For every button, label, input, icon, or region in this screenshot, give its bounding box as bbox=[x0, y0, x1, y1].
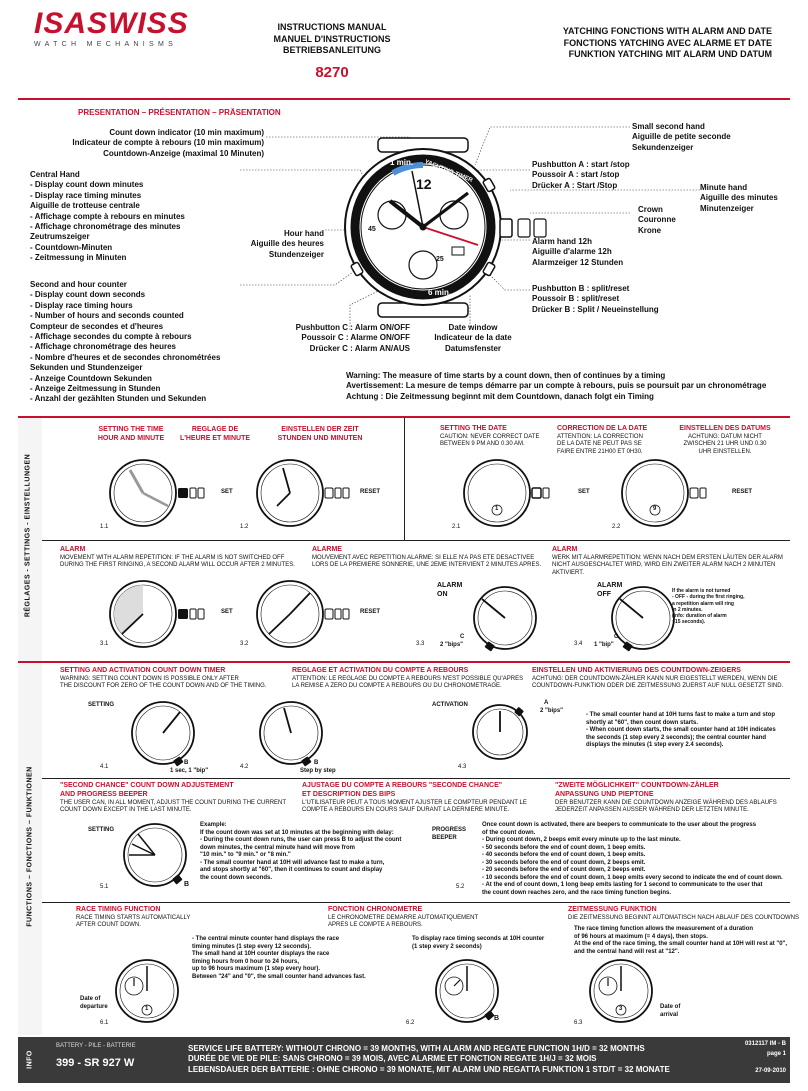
reset-label-2-2: RESET bbox=[732, 489, 753, 495]
brand-name: ISASWISS bbox=[34, 7, 189, 40]
fig-3-4: 3.4 bbox=[574, 641, 583, 647]
manual-title-de: BETRIEBSANLEITUNG bbox=[282, 45, 381, 56]
date-digit-3-race: 3 bbox=[619, 1006, 623, 1012]
second-chance-heading-de: "ZWEITE MÖGLICHKEIT" COUNTDOWN-ZÄHLER ANPASSUNG UND PIEPTONE DER BENUTZER KANN DIE COUNTDOWN ANZEIGE WÄHREND DES ABLAUFS JEDERZEIT ANPASSEN AUSSER WÄHREND DER LETZTEN MINUTE. bbox=[555, 782, 777, 813]
date-digit-1: 1 bbox=[495, 506, 499, 512]
watch-figure-6-1 bbox=[112, 958, 182, 1028]
second-chance-example: Example: If the count down was set at 10 minutes at the beginning with delay: - During the count down runs, the user can press B to adjust the count down minutes, the central minute hand will move from "10 min." to "9 min." or "8 min." - The small counter hand at 10H will advance fast to make a turn, and stops shortly at "60", then it continues to count and display the count down seconds. bbox=[200, 822, 402, 881]
watch-figure-3-1 bbox=[108, 579, 228, 649]
countdown-heading-en: SETTING AND ACTIVATION COUNT DOWN TIMER WARNING: SETTING COUNT DOWN IS POSSIBLE ONLY AFTER THE DISCOUNT FOR ZERO OF THE COUNT DOWN AND OF THE TIMING. bbox=[60, 667, 267, 690]
central-hand-label: Central Hand - Display count down minutes - Display race timing minutes Aiguille de trotteuse centrale - Affichage compte à rebours en minutes - Affichage chronométrage des minutes Zeutrumszeiger - Countdown-Minuten - Zeitmessung in Minuten bbox=[30, 170, 185, 263]
doc-ref: 0312117 IM - B bbox=[744, 1041, 786, 1047]
activation-label: ACTIVATION bbox=[432, 702, 468, 708]
countdown-indicator-label: Count down indicator (10 min maximum) Indicateur de compte à rebours (10 min maximum) Countdown-Anzeige (maximal 10 Minuten) bbox=[72, 128, 264, 158]
fig-4-3: 4.3 bbox=[458, 764, 467, 770]
model-number: 8270 bbox=[315, 64, 349, 81]
alarm-on-label: ALARM ON bbox=[437, 582, 463, 599]
race-timing-note-3: The race timing function allows the measurement of a duration of 96 hours at maximum (= 4 days), then stops. At the end of the race timing, the small counter hand at 10H will rest at "0", and the central hand will rest at "12". bbox=[574, 926, 788, 955]
fig-3-3: 3.3 bbox=[416, 641, 425, 647]
fig-4-2: 4.2 bbox=[240, 764, 249, 770]
minute-hand-label: Minute hand Aiguille des minutes Minutenzeiger bbox=[700, 183, 778, 213]
time-heading-de: EINSTELLEN DER ZEIT STUNDEN UND MINUTEN bbox=[277, 426, 363, 443]
watch-figure-3-3 bbox=[470, 585, 540, 655]
alarm-heading-fr: ALARME MOUVEMENT AVEC REPETITION ALARME: SI ELLE N'A PAS ETE DESACTIVEE LORS DE LA PREMIERE SONNERIE, UNE 2EME INTERVIENT 2 MINUTES APRES. bbox=[312, 546, 542, 569]
watch-figure-4-3 bbox=[470, 702, 530, 762]
footer-side-label: INFO bbox=[26, 1050, 34, 1069]
hour-hand-label: Hour hand Aiguille des heures Stundenzeiger bbox=[250, 229, 324, 259]
alarm-heading-en: ALARM MOVEMENT WITH ALARM REPETITION: IF THE ALARM IS NOT SWITCHED OFF DURING THE FIRST RINGING, A SECOND ALARM WILL OCCUR AFTER 2 MINUTES. bbox=[60, 546, 295, 569]
settings-vertical-divider bbox=[404, 418, 405, 540]
a-2bips-label: A 2 "bips" bbox=[540, 700, 564, 714]
race-timing-heading-de: ZEITMESSUNG FUNKTION DIE ZEITMESSUNG BEGINNT AUTOMATISCH NACH ABLAUF DES COUNTDOWNS bbox=[568, 906, 800, 921]
settings-side-label: RÉGLAGES - SETTINGS - EINSTELLUNGEN bbox=[24, 453, 32, 618]
alarm-hand-label: Alarm hand 12h Aiguille d'alarme 12h Alarmzeiger 12 Stunden bbox=[532, 237, 624, 267]
dial-label-6min: 6 min. bbox=[428, 288, 452, 297]
watch-figure-2-2 bbox=[620, 458, 730, 528]
date-heading-en: SETTING THE DATE CAUTION: NEVER CORRECT DATE BETWEEN 9 PM AND 0.30 AM. bbox=[440, 425, 540, 448]
dial-label-45: 45 bbox=[368, 226, 376, 233]
function-title-de: FUNKTION YATCHING MIT ALARM UND DATUM bbox=[568, 49, 772, 60]
settings-mid-divider bbox=[42, 540, 790, 541]
dial-label-yachting: YACHTING TIMER bbox=[423, 159, 474, 184]
alarm-repetition-note: If the alarm is not turned - OFF - during the first ringing, a repetition alarm will ring in 2 minutes. (Info: duration of alarm ~15 seconds). bbox=[672, 588, 745, 626]
countdown-heading-fr: REGLAGE ET ACTIVATION DU COMPTE A REBOURS ATTENTION: LE REGLAGE DU COMPTE A REBOURS N'EST POSSIBLE QU'APRES LA REMISE A ZERO DU COMPTE A REBOURS OU DU CHRONOMETRAGE. bbox=[292, 667, 524, 690]
functions-side-label: FUNCTIONS – FONCTIONS – FUNKTIONEN bbox=[26, 766, 34, 927]
fig-1-1: 1.1 bbox=[100, 524, 109, 530]
set-label-1-1: SET bbox=[221, 489, 233, 495]
progress-beeper-label: PROGRESS BEEPER bbox=[432, 827, 467, 841]
date-digit-9: 9 bbox=[653, 506, 657, 512]
fig-1-2: 1.2 bbox=[240, 524, 249, 530]
countdown-note: - The small counter hand at 10H turns fast to make a turn and stop shortly at "60", then count down starts. - When count down starts, the small counter hand at 10H indicates the seconds (1 step every 2 seconds); the central counter hand displays the minutes (1 step every 2.4 seconds). bbox=[586, 712, 776, 748]
function-title-fr: FONCTIONS YATCHING AVEC ALARME ET DATE bbox=[563, 37, 772, 48]
b-label-6-2: B bbox=[494, 1015, 500, 1022]
crown-guard-2 bbox=[534, 219, 546, 237]
date-digit-1-race: 1 bbox=[145, 1006, 149, 1012]
battery-value: 399 - SR 927 W bbox=[56, 1057, 135, 1069]
fig-5-2: 5.2 bbox=[456, 884, 465, 890]
brand-logo bbox=[34, 8, 234, 48]
watch-figure-6-2 bbox=[432, 958, 512, 1028]
functions-sidebar bbox=[18, 663, 42, 1035]
date-heading-de: EINSTELLEN DES DATUMS ACHTUNG: DATUM NICHT ZWISCHEN 21 UHR UND 0.30 UHR EINSTELLEN. bbox=[679, 425, 771, 455]
service-life-text: SERVICE LIFE BATTERY: WITHOUT CHRONO = 39 MONTHS, WITH ALARM AND REGATE FUNCTION 1H/D = 32 MONTHS DURÉE DE VIE DE PILE: SANS CHRONO = 39 MOIS, AVEC ALARME ET FONCTION REGATE 1H/J = 32 MOIS LEBENSDAUER DER BATTERIE : OHNE CHRONO = 39 MONATE, MIT ALARM UND REGATTA FUNKTION 1 STD/T = 32 MONATE bbox=[188, 1044, 670, 1074]
b-1sec-label: B 1 sec, 1 "bip" bbox=[170, 760, 209, 774]
time-heading-fr: REGLAGE DE L'HEURE ET MINUTE bbox=[179, 426, 251, 443]
countdown-heading-de: EINSTELLEN UND AKTIVIERUNG DES COUNTDOWN-ZEIGERS ACHTUNG: DER COUNTDOWN-ZÄHLER KANN NUR EIGESTELLT WERDEN, WENN DIE COUNTDOWN-FUNKTION ODER DIE ZEITMESSUNG ZUERST AUF NULL GESETZT SIND. bbox=[532, 667, 784, 690]
time-heading-en: SETTING THE TIME HOUR AND MINUTE bbox=[97, 426, 165, 443]
fig-2-2: 2.2 bbox=[612, 524, 621, 530]
manual-title-fr: MANUEL D'INSTRUCTIONS bbox=[273, 33, 391, 44]
warning-text: Warning: The measure of time starts by a count down, then of continues by a timing Avertissement: La mesure de temps démarre par un compte à rebours, puis se poursuit par un chronométrage Achtung : Die Zeitmessung beginnt mit dem Countdown, danach folgt ein Timing bbox=[346, 371, 767, 401]
b-label-5-1: B bbox=[184, 881, 190, 888]
second-chance-heading-fr: AJUSTAGE DU COMPTE A REBOURS "SECONDE CHANCE" ET DESCRIPTION DES BIPS L'UTILISATEUR PEUT A TOUS MOMENT AJUSTER LE COMPTEUR PENDANT LE COMPTE A REBOURS EN COURS SAUF DURANT LA DERNIERE MINUTE. bbox=[302, 782, 527, 813]
date-arrival-label: Date of arrival bbox=[660, 1004, 681, 1018]
settings-sidebar bbox=[18, 418, 42, 661]
crown-guard-1 bbox=[518, 219, 530, 237]
manual-title-en: INSTRUCTIONS MANUAL bbox=[277, 22, 387, 32]
c-2bips-label: C 2 "bips" bbox=[440, 634, 465, 648]
race-timing-note-2: To display race timing seconds at 10H counter (1 step every 2 seconds) bbox=[412, 936, 545, 950]
watch-figure-2-1 bbox=[462, 458, 572, 528]
header-divider bbox=[18, 98, 790, 100]
battery-label: BATTERY - PILE - BATTERIE bbox=[56, 1043, 136, 1049]
race-timing-heading-fr: FONCTION CHRONOMETRE LE CHRONOMETRE DEMARRE AUTOMATIQUEMENT APRES LE COMPTE A REBOURS. bbox=[328, 906, 479, 929]
setting-label-4-1: SETTING bbox=[88, 702, 115, 708]
race-timing-note-1: - The central minute counter hand displays the race timing minutes (1 step every 12 seconds). The small hand at 10H counter displays the race timing hours from 0 hour to 24 hours, up to 96 hours maximum (1 step every hour). Between "24" and "0", the small counter hand advances fast. bbox=[192, 936, 366, 980]
doc-date: 27-09-2010 bbox=[755, 1068, 786, 1074]
watch-figure-3-4 bbox=[608, 585, 678, 655]
alarm-heading-de: ALARM WERK MIT ALARMREPETITION: WENN NACH DEM ERSTEN LÄUTEN DER ALARM NICHT AUSGESCHALTET WIRD, WIRD EIN ZWEITER ALARM NACH 2 MINUTEN AKTIVIERT. bbox=[552, 546, 783, 576]
beeper-note: Once count down is activated, there are beepers to communicate to the user about the progress of the count down. - During count down, 2 beeps emit every minute up to the last minute. - 50 seconds before the end of count down, 1 beep emits. - 40 seconds before the end of count down, 1 beep emits. - 30 seconds before the end of count down, 2 beeps emit. - 20 seconds before the end of count down, 2 beeps emit. - 10 seconds before the end of count down, 1 beep emits every second to indicate the end of count down. - At the end of count down, 1 long beep emits lasting for 1 second to communicate to the user that the count down reaches zero, and the race timing function begins. bbox=[482, 822, 783, 896]
doc-page: page 1 bbox=[766, 1050, 786, 1057]
manual-titles bbox=[262, 22, 402, 57]
subdial-6h bbox=[409, 251, 437, 279]
race-timing-heading-en: RACE TIMING FUNCTION RACE TIMING STARTS AUTOMATICALLY AFTER COUNT DOWN. bbox=[76, 906, 191, 929]
fig-6-1: 6.1 bbox=[100, 1020, 109, 1026]
pushbutton-a-label: Pushbutton A : start /stop Poussoir A : start /stop Drücker A : Start /Stop bbox=[532, 160, 630, 190]
watch-figure-1-1 bbox=[108, 458, 228, 528]
fig-3-2: 3.2 bbox=[240, 641, 249, 647]
functions-divider-2 bbox=[42, 902, 790, 903]
date-window bbox=[452, 247, 464, 255]
subdial-10h bbox=[378, 201, 406, 229]
document-reference bbox=[690, 1041, 786, 1076]
functions-divider-1 bbox=[42, 778, 790, 779]
crown bbox=[500, 219, 512, 237]
b-step-label: B Step by step bbox=[300, 760, 336, 774]
fig-4-1: 4.1 bbox=[100, 764, 109, 770]
date-departure-label: Date of departure bbox=[80, 996, 108, 1010]
function-title-en: YATCHING FONCTIONS WITH ALARM AND DATE bbox=[562, 26, 772, 36]
date-heading-fr: CORRECTION DE LA DATE ATTENTION: LA CORRECTION DE LA DATE NE PEUT PAS SE FAIRE ENTRE 21H00 ET 0H30. bbox=[557, 425, 648, 455]
pushbutton-c-label: Pushbutton C : Alarm ON/OFF Poussoir C : Alarme ON/OFF Drücker C : Alarm AN/AUS bbox=[295, 323, 410, 353]
setting-label-5-1: SETTING bbox=[88, 827, 115, 833]
brand-subtitle: WATCH MECHANISMS bbox=[34, 41, 178, 48]
function-titles bbox=[470, 26, 772, 61]
reset-label-1-2: RESET bbox=[360, 489, 381, 495]
c-1bip-label: C 1 "bip" bbox=[594, 634, 619, 648]
dial-label-25: 25 bbox=[436, 256, 444, 263]
functions-top-divider bbox=[18, 661, 790, 663]
fig-6-3: 6.3 bbox=[574, 1020, 583, 1026]
reset-label-3-2: RESET bbox=[360, 609, 381, 615]
dial-label-1min: 1 min. bbox=[390, 158, 414, 167]
second-hour-counter-label: Second and hour counter - Display count down seconds - Display race timing hours - Number of hours and seconds counted Compteur de secondes et d'heures - Affichage secondes du compte à rebours - Affichage chronométrage des heures - Nombre d'heures et de secondes chronométrées Sekunden und Stundenzeiger - Anzeige Countdown Sekunden - Anzeige Zeitmessung in Stunden - Anzahl der gezählten Stunden und Sekunden bbox=[30, 280, 221, 404]
date-window-label: Date window Indicateur de la date Datumsfenster bbox=[434, 323, 512, 353]
set-label-2-1: SET bbox=[578, 489, 590, 495]
fig-3-1: 3.1 bbox=[100, 641, 109, 647]
presentation-title: PRESENTATION – PRÉSENTATION – PRÄSENTATION bbox=[78, 108, 281, 117]
watch-figure-6-3 bbox=[586, 958, 656, 1028]
dial-label-12: 12 bbox=[416, 176, 432, 192]
crown-label: Crown Couronne Krone bbox=[638, 205, 676, 235]
small-second-label: Small second hand Aiguille de petite seconde Sekundenzeiger bbox=[632, 122, 731, 152]
set-label-3-1: SET bbox=[221, 609, 233, 615]
footer-info-bar bbox=[18, 1037, 790, 1083]
alarm-off-label: ALARM OFF bbox=[597, 582, 623, 599]
second-chance-heading-en: "SECOND CHANCE" COUNT DOWN ADJUSTEMENT AND PROGRESS BEEPER THE USER CAN, IN ALL MOMENT, ADJUST THE COUNT DURING THE CURRENT COUNT DOWN EXCEPT IN THE LAST MINUTE. bbox=[60, 782, 287, 813]
pushbutton-b-label: Pushbutton B : split/reset Poussoir B : split/reset Drücker B : Split / Neueinstellung bbox=[532, 284, 659, 314]
fig-5-1: 5.1 bbox=[100, 884, 109, 890]
fig-6-2: 6.2 bbox=[406, 1020, 415, 1026]
main-watch-illustration bbox=[330, 135, 590, 320]
fig-2-1: 2.1 bbox=[452, 524, 461, 530]
